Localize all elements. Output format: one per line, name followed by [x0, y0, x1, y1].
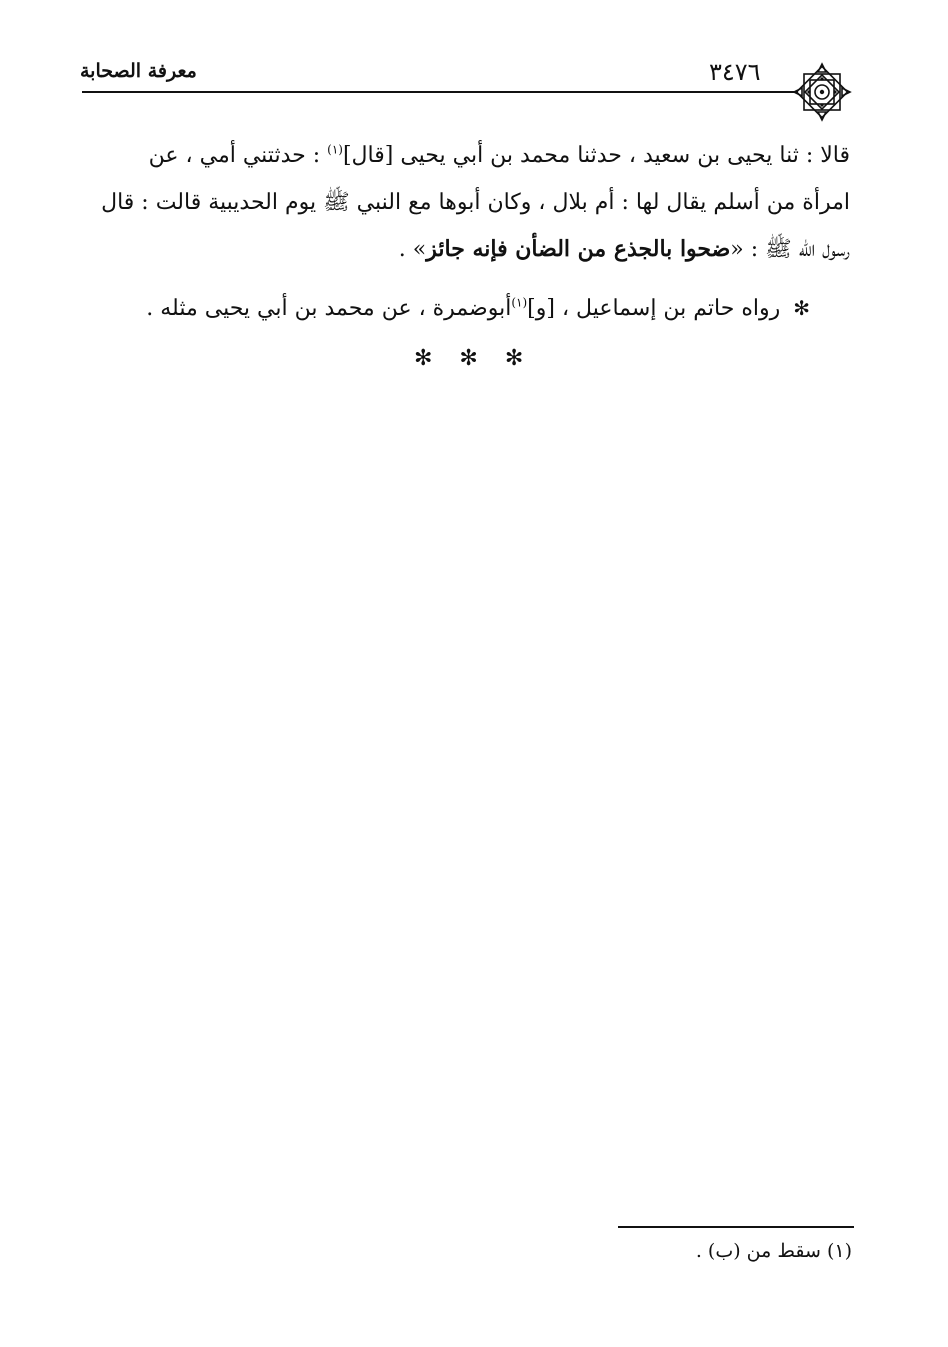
text-segment: » .: [398, 237, 427, 262]
paragraph-line-2: امرأة من أسلم يقال لها : أم بلال ، وكان أبوها مع النبي ﷺ يوم الحديبية قالت : قال: [101, 190, 850, 215]
narration-note: [146, 288, 810, 329]
section-separator: ✻ ✻ ✻: [414, 346, 534, 371]
hadith-text: ضحوا بالجذع من الضأن فإنه جائز: [426, 236, 731, 262]
running-title: معرفة الصحابة: [80, 60, 197, 82]
geometric-star-ornament-icon: [790, 60, 854, 124]
hadith-paragraph: [80, 132, 850, 273]
footnote-divider: [618, 1226, 854, 1228]
header-divider: [82, 91, 798, 93]
text-segment: رسول الله ﷺ : «: [730, 237, 850, 262]
text-segment: رواه حاتم بن إسماعيل ، [و]: [527, 296, 781, 321]
paragraph-line-1: [80, 132, 850, 179]
footnote: (١) سقط من (ب) .: [695, 1240, 852, 1262]
page-number: ٣٤٧٦: [709, 58, 761, 86]
footnote-reference: (١): [511, 295, 528, 310]
text-segment: أبوضمرة ، عن محمد بن أبي يحيى مثله .: [146, 296, 512, 321]
footnote-reference: (١): [327, 142, 343, 157]
text-segment: : حدثتني أمي ، عن: [148, 143, 328, 168]
text-segment: قالا : ثنا يحيى بن سعيد ، حدثنا محمد بن أبي يحيى [قال]: [342, 143, 850, 168]
star-bullet-icon: ✻: [793, 296, 810, 320]
paragraph-line-3: [80, 226, 850, 273]
